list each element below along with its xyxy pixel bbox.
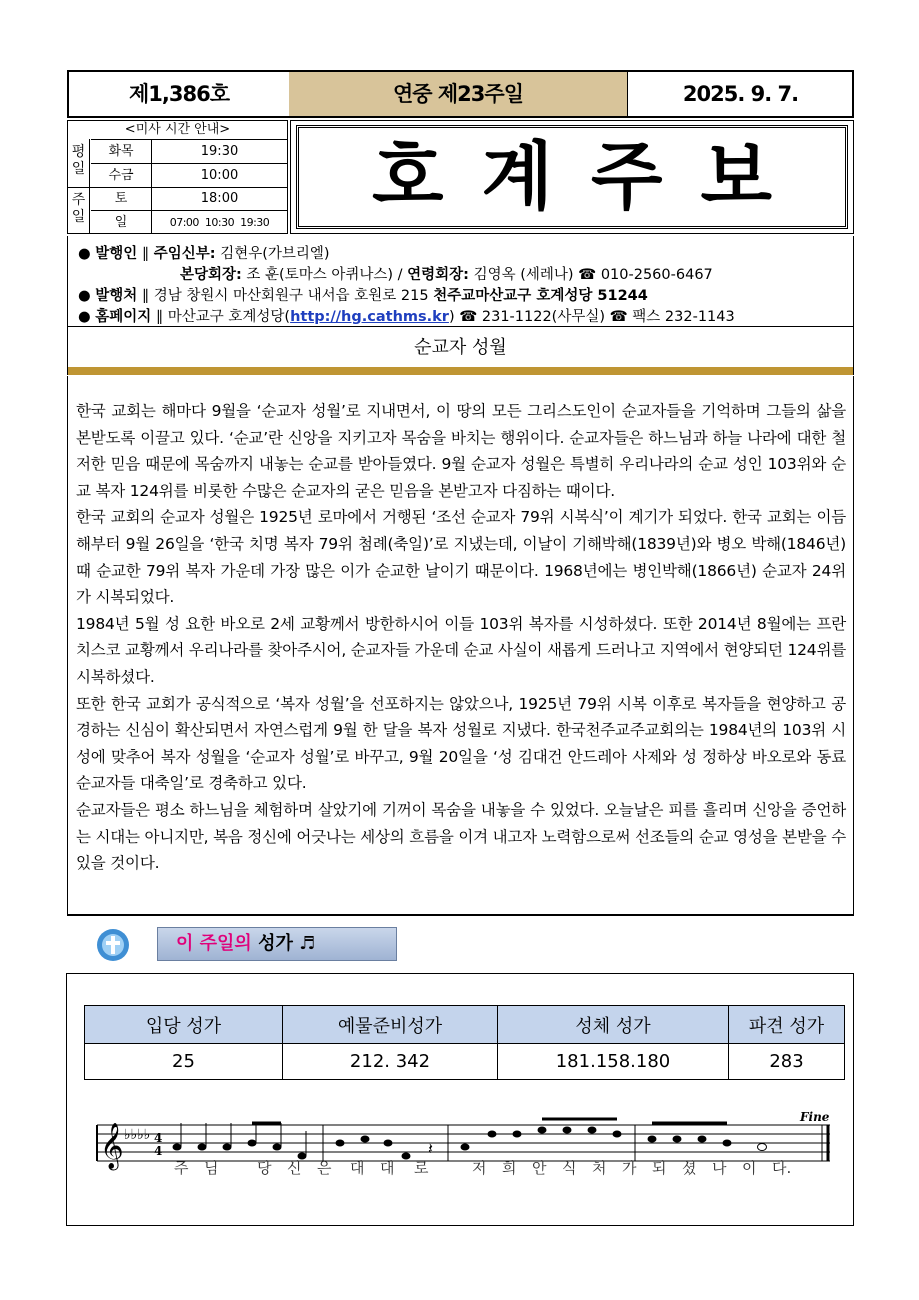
parish-president-name: 조 훈(토마스 아퀴나스) / xyxy=(241,267,408,283)
music-score xyxy=(82,1085,842,1205)
cross-icon xyxy=(97,929,129,961)
mass-schedule-title: <미사 시간 안내> xyxy=(124,122,231,137)
bullet-icon: ● xyxy=(78,309,91,325)
sunday-label: 주일 xyxy=(68,187,90,233)
lyric-syllable: 가 xyxy=(622,1159,637,1177)
bulletin-title-banner xyxy=(290,120,854,234)
lyric-syllable: 희 xyxy=(502,1159,517,1177)
homepage-text: 마산교구 호계성당( xyxy=(167,309,291,325)
pastor-name: 김현우(가브리엘) xyxy=(215,246,330,262)
pastor-role: 주임신부: xyxy=(153,246,216,262)
lyric-syllable: 로 xyxy=(414,1159,429,1177)
funeral-president-role: 연령회장: xyxy=(407,267,469,283)
issuer-label: 발행처 xyxy=(95,288,138,304)
lyrics-line xyxy=(82,1157,842,1181)
lyric-syllable: 대 xyxy=(350,1159,365,1177)
issue-number: 제1,386호 xyxy=(69,72,290,116)
hymn-banner-word: 성가 xyxy=(251,933,293,954)
lyric-syllable: 나 xyxy=(712,1159,727,1177)
mass-time: 18:00 xyxy=(200,191,239,206)
bullet-icon: ● xyxy=(78,288,91,304)
bullet-icon: ● xyxy=(78,246,91,262)
hymn-number: 283 xyxy=(729,1044,845,1080)
section-title: 순교자 성월 xyxy=(414,337,507,358)
treble-clef-icon: 𝄞 xyxy=(100,1123,124,1169)
mass-schedule xyxy=(67,120,288,234)
hymn-number: 181.158.180 xyxy=(498,1044,729,1080)
lyric-syllable: 이 xyxy=(742,1159,757,1177)
hymn-number: 212. 342 xyxy=(283,1044,498,1080)
lyric-syllable: 대 xyxy=(380,1159,395,1177)
article-paragraph: 또한 한국 교회가 공식적으로 ‘복자 성월’을 선포하지는 않았으나, 1925년 79위 시복 이후로 복자들을 현양하고 공경하는 신심이 확산되면서 자연스럽게 9월 한 달을 복자 성월로 지냈다. 한국천주교주교회의는 1984년의 103위 시성에 맞추어 복자 성월을 ‘순교자 성월’로 바꾸고, 9월 20일을 ‘성 김대건 안드레아 사제와 성 정하상 바오로와 동료 순교자들 대축일’로 경축하고 있다. xyxy=(76,694,846,793)
lyric-syllable: 은 xyxy=(317,1159,332,1177)
flat-signs: ♭♭♭♭ xyxy=(124,1127,151,1143)
article-paragraph: 한국 교회는 해마다 9월을 ‘순교자 성월’로 지내면서, 이 땅의 모든 그리스도인이 순교자들을 기억하며 그들의 삶을 본받도록 이끌고 있다. ‘순교’란 신앙을 지키고자 목숨을 바치는 행위이다. 순교자들은 하느님과 하늘 나라에 대한 철저한 믿음 때문에 목숨까지 내놓는 순교를 받아들였다. 9월 순교자 성월은 특별히 우리나라의 순교 성인 103위와 순교 복자 124위를 비롯한 수많은 순교자의 굳은 믿음을 본받고자 다짐하는 때이다. xyxy=(76,402,846,500)
mass-day: 수금 xyxy=(91,164,152,187)
article xyxy=(67,376,854,916)
issuer-name: 천주교마산교구 호계성당 51244 xyxy=(433,288,648,304)
section-heading xyxy=(67,326,854,368)
issuer-address: 경남 창원시 마산회원구 내서읍 호원로 215 xyxy=(149,288,434,304)
lyric-syllable: 셨 xyxy=(682,1159,697,1177)
lyric-syllable: 당 xyxy=(257,1159,272,1177)
hymn-banner-prefix: 이 주일의 xyxy=(176,933,252,954)
liturgical-week: 연중 제23주일 xyxy=(289,72,628,116)
divider-bar xyxy=(67,367,854,375)
lyric-syllable: 저 xyxy=(472,1159,487,1177)
homepage-link[interactable]: http://hg.cathms.kr xyxy=(290,309,449,325)
lyric-syllable: 주 xyxy=(174,1159,189,1177)
lyric-syllable: 님 xyxy=(204,1159,219,1177)
hymn-of-week-banner xyxy=(157,927,397,961)
mass-time: 19:30 xyxy=(200,144,239,159)
contact-numbers: ) ☎ 231-1122(사무실) ☎ 팩스 232-1143 xyxy=(448,309,735,325)
lyric-syllable: 식 xyxy=(562,1159,577,1177)
lyric-syllable: 처 xyxy=(592,1159,607,1177)
music-note-icon: ♬ xyxy=(299,933,316,954)
mass-time: 10:00 xyxy=(200,168,239,183)
svg-text:4: 4 xyxy=(154,1144,163,1158)
article-paragraph: 순교자들은 평소 하느님을 체험하며 살았기에 기꺼이 목숨을 내놓을 수 있었다. 오늘날은 피를 흘리며 신앙을 증언하는 시대는 아니지만, 복음 정신에 어긋나는 세상의 흐름을 이겨 내고자 노력함으로써 선조들의 순교 영성을 본받을 수 있을 것이다. xyxy=(76,800,846,873)
mass-day: 일 xyxy=(91,211,152,234)
article-paragraph: 1984년 5월 성 요한 바오로 2세 교황께서 방한하시어 이들 103위 복자를 시성하셨다. 또한 2014년 8월에는 프란치스코 교황께서 우리나라를 찾아주시어, 순교자들 가운데 순교 사실이 새롭게 드러나고 지역에서 현양되던 124위를 시복하셨다. xyxy=(76,614,846,686)
lyric-syllable: 다. xyxy=(772,1159,792,1177)
bulletin-title: 호계주보 xyxy=(372,134,810,220)
weekday-label: 평일 xyxy=(68,139,90,187)
hymn-header: 성체 성가 xyxy=(498,1006,729,1044)
issue-date: 2025. 9. 7. xyxy=(682,82,799,106)
hymn-header: 입당 성가 xyxy=(85,1006,283,1044)
hymn-number: 25 xyxy=(85,1044,283,1080)
fine-marker: Fine xyxy=(800,1110,830,1124)
hymn-header: 파견 성가 xyxy=(729,1006,845,1044)
publisher-info: ● 발행인 ∥ 주임신부: 김현우(가브리엘) 본당회장: 조 훈(토마스 아퀴나스) / 연령회장: 김영옥 (세레나) ☎ 010-2560-6467 ● 발행처 ∥ 경남 창원시 마산회원구 내서읍 호원로 215 천주교마산교구 호계성당 51244 ● 홈페이지 ∥ 마산교구 호계성당(http://hg.cathms.kr) ☎ 231-1122(사무실) ☎ 팩스 232-1143 xyxy=(67,236,854,326)
homepage-label: 홈페이지 xyxy=(95,309,152,325)
parish-president-role: 본당회장: xyxy=(180,267,242,283)
lyric-syllable: 안 xyxy=(532,1159,547,1177)
funeral-president-contact: 김영옥 (세레나) ☎ 010-2560-6467 xyxy=(468,267,713,283)
lyric-syllable: 신 xyxy=(287,1159,302,1177)
svg-text:4: 4 xyxy=(154,1131,163,1145)
hymn-header: 예물준비성가 xyxy=(283,1006,498,1044)
mass-day: 토 xyxy=(91,187,152,210)
hymn-table xyxy=(84,1005,845,1080)
publisher-label: 발행인 xyxy=(95,246,138,262)
article-paragraph: 한국 교회의 순교자 성월은 1925년 로마에서 거행된 ‘조선 순교자 79위 시복식’이 계기가 되었다. 한국 교회는 이듬해부터 9월 26일을 ‘한국 치명 복자 79위 첨례(축일)’로 지냈는데, 이날이 기해박해(1839년)와 병오 박해(1846년) 때 순교한 79위 복자 가운데 가장 많은 이가 순교한 날이기 때문이다. 1968년에는 병인박해(1866년) 순교자 24위가 시복되었다. xyxy=(76,508,846,607)
rest-icon: 𝄽 xyxy=(428,1139,433,1158)
header-strip xyxy=(67,70,854,118)
mass-day: 화목 xyxy=(91,140,152,163)
mass-time: 07:00 10:30 19:30 xyxy=(169,216,270,229)
lyric-syllable: 되 xyxy=(652,1159,667,1177)
